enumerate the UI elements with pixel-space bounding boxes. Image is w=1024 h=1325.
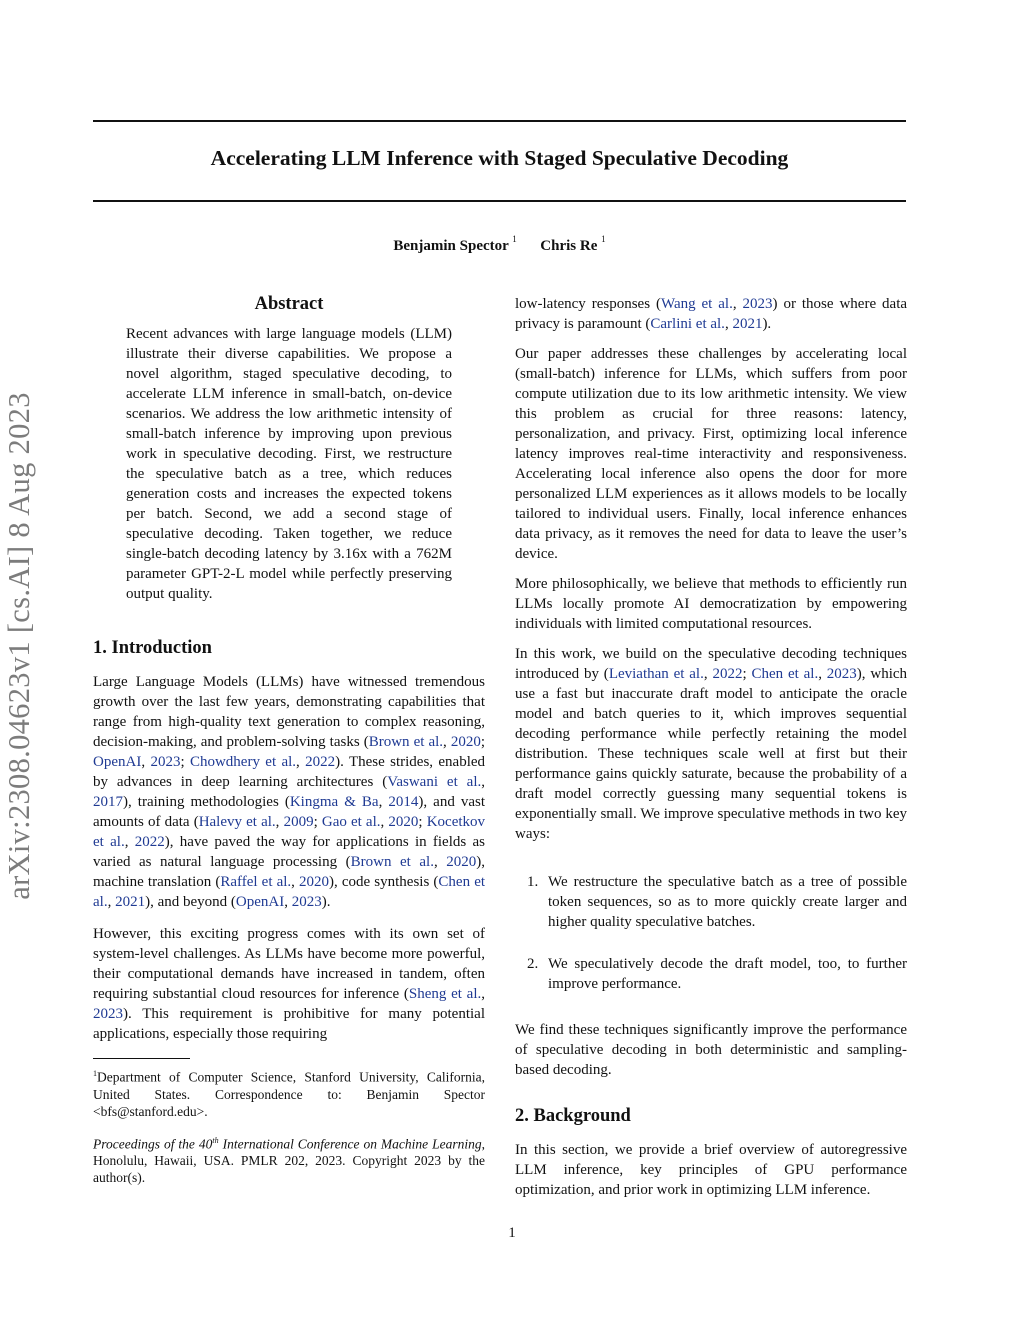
section-heading-introduction: 1. Introduction	[93, 638, 212, 658]
list-item: 2. We speculatively decode the draft model, too, to further improve performance.	[527, 956, 907, 992]
improvements-list	[515, 872, 907, 994]
author-affiliation-mark: 1	[601, 234, 606, 244]
citation-link[interactable]: 2014	[388, 794, 419, 810]
author-name: Benjamin Spector	[393, 238, 509, 254]
citation-link[interactable]: 2022	[134, 834, 165, 850]
citation-link[interactable]: Sheng et al.	[408, 986, 482, 1002]
citation-link[interactable]: Chen et al.	[751, 666, 819, 682]
citation-link[interactable]: Kocetkov et al.	[93, 814, 486, 850]
citation-link[interactable]: Chen et al.	[93, 874, 486, 910]
intro-paragraph-1: Large Language Models (LLMs) have witnessed tremendous growth over the last few years, demonstrating capabilities that range from high-quality text generation to complex reasoning, decision-making, and problem-solving tasks (Brown et al., 2020; OpenAI, 2023; Chowdhery et al., 2022). These strides, enabled by advances in deep learning architectures (Vaswani et al., 2017), training methodologies (Kingma & Ba, 2014), and vast amounts of data (Halevy et al., 2009; Gao et al., 2020; Kocetkov et al., 2022), have paved the way for applications in fields as varied as natural language processing (Brown et al., 2020), machine translation (Raffel et al., 2020), code synthesis (Chen et al., 2021), and beyond (OpenAI, 2023).	[93, 674, 486, 910]
title-bottom-rule	[93, 200, 906, 202]
citation-link[interactable]: Raffel et al.	[220, 874, 292, 890]
citation-link[interactable]: Wang et al.	[660, 296, 733, 312]
citation-link[interactable]: Brown et al.	[350, 854, 434, 870]
right-paragraph-1: Our paper addresses these challenges by accelerating local (small-batch) inference for LLMs, which suffers from poor compute utilization due to its low arithmetic intensity. We view this problem as crucial for three reasons: latency, personalization, and privacy. First, optimizing local inference latency improves real-time interactivity and responsiveness. Accelerating local inference also opens the door for more personalized LLM experiences as it allows models to be locally tailored to individual users. Finally, local inference enhances data privacy, as it removes the need for data to leave the user’s device.	[515, 346, 907, 562]
citation-link[interactable]: 2020	[388, 814, 419, 830]
footnote-rule	[93, 1058, 190, 1059]
citation-link[interactable]: 2023	[742, 296, 773, 312]
citation-link[interactable]: OpenAI	[93, 754, 142, 770]
right-paragraph-0: low-latency responses (Wang et al., 2023) or those where data privacy is paramount (Carlini et al., 2021).	[515, 296, 908, 332]
citation-link[interactable]: Leviathan et al.	[608, 666, 704, 682]
section-heading-background: 2. Background	[515, 1106, 631, 1126]
citation-link[interactable]: Halevy et al.	[198, 814, 276, 830]
citation-link[interactable]: 2020	[450, 734, 481, 750]
citation-link[interactable]: Kingma & Ba	[289, 794, 379, 810]
citation-link[interactable]: 2020	[446, 854, 477, 870]
intro-paragraph-2: However, this exciting progress comes with its own set of system-level challenges. As LLMs have become more powerful, their computational demands have increased in tandem, often requiring substantial cloud resources for inference (Sheng et al., 2023). This requirement is prohibitive for many potential applications, especially those requiring	[93, 926, 485, 1042]
arxiv-stamp: arXiv:2308.04623v1 [cs.AI] 8 Aug 2023	[2, 392, 36, 900]
right-paragraph-2: More philosophically, we believe that methods to efficiently run LLMs locally promote AI democratization by empowering individuals with limited computational resources.	[515, 576, 907, 632]
citation-link[interactable]: Carlini et al.	[650, 316, 725, 332]
proceedings-footnote: Proceedings of the 40th International Conference on Machine Learning, Honolulu, Hawaii, USA. PMLR 202, 2023. Copyright 2023 by the author(s).	[93, 1135, 486, 1185]
author-affiliation-mark: 1	[512, 234, 517, 244]
right-column	[515, 294, 907, 1212]
citation-link[interactable]: 2023	[150, 754, 181, 770]
citation-link[interactable]: 2021	[115, 894, 146, 910]
citation-link[interactable]: Vaswani et al.	[387, 774, 482, 790]
background-paragraph: In this section, we provide a brief overview of autoregressive LLM inference, key principles of GPU performance optimization, and prior work in optimizing LLM inference.	[515, 1142, 907, 1198]
title-top-rule	[93, 120, 906, 122]
affiliation-footnote: $^1$Department of Computer Science, Stanford University, California, United States. Correspondence to: Benjamin Spector <bfs@stanford.edu>.	[93, 1069, 485, 1119]
list-item: 1. We restructure the speculative batch as a tree of possible token sequences, so as to more quickly create larger and higher quality speculative batches.	[527, 874, 907, 930]
citation-link[interactable]: 2022	[712, 666, 743, 682]
citation-link[interactable]: 2023	[93, 1006, 123, 1022]
author-name: Chris Re	[540, 238, 598, 254]
author-list	[93, 236, 906, 255]
citation-link[interactable]: Brown et al.	[368, 734, 444, 750]
citation-link[interactable]: 2022	[305, 754, 336, 770]
right-paragraph-3: In this work, we build on the speculative decoding techniques introduced by (Leviathan et al., 2022; Chen et al., 2023), which use a fast but inaccurate draft model to anticipate the oracle model and batch queries to it, which improves sequential decoding performance while perfectly retaining the model distribution. These techniques scale well at first but their performance gains quickly saturate, because the probability of a draft model correctly guessing many sequential tokens is exponentially small. We improve speculative methods in two key ways:	[515, 646, 908, 842]
abstract-text: Recent advances with large language models (LLM) illustrate their diverse capabilities. We propose a novel algorithm, staged speculative decoding, to accelerate LLM inference in small-batch, on-device scenarios. We address the low arithmetic intensity of small-batch inference by improving upon previous work in speculative decoding. First, we restructure the speculative batch as a tree, which reduces generation costs and increases the expected tokens per batch. Second, we add a second stage of speculative decoding. Taken together, we reduce single-batch decoding latency by 3.16x with a 762M parameter GPT-2-L model while perfectly preserving output quality.	[126, 326, 452, 602]
abstract-heading: Abstract	[254, 294, 324, 314]
citation-link[interactable]: 2020	[299, 874, 330, 890]
citation-link[interactable]: Gao et al.	[321, 814, 381, 830]
paper-title: Accelerating LLM Inference with Staged Speculative Decoding	[210, 146, 789, 170]
page-number: 1	[508, 1225, 516, 1241]
citation-link[interactable]: 2023	[826, 666, 857, 682]
citation-link[interactable]: 2017	[93, 794, 123, 810]
citation-link[interactable]: OpenAI	[235, 894, 285, 910]
left-column	[93, 294, 485, 1198]
citation-link[interactable]: Chowdhery et al.	[189, 754, 297, 770]
citation-link[interactable]: 2021	[732, 316, 763, 332]
citation-link[interactable]: 2023	[291, 894, 322, 910]
right-paragraph-4: We find these techniques significantly improve the performance of speculative decoding in both deterministic and sampling-based decoding.	[515, 1022, 907, 1078]
citation-link[interactable]: 2009	[283, 814, 314, 830]
